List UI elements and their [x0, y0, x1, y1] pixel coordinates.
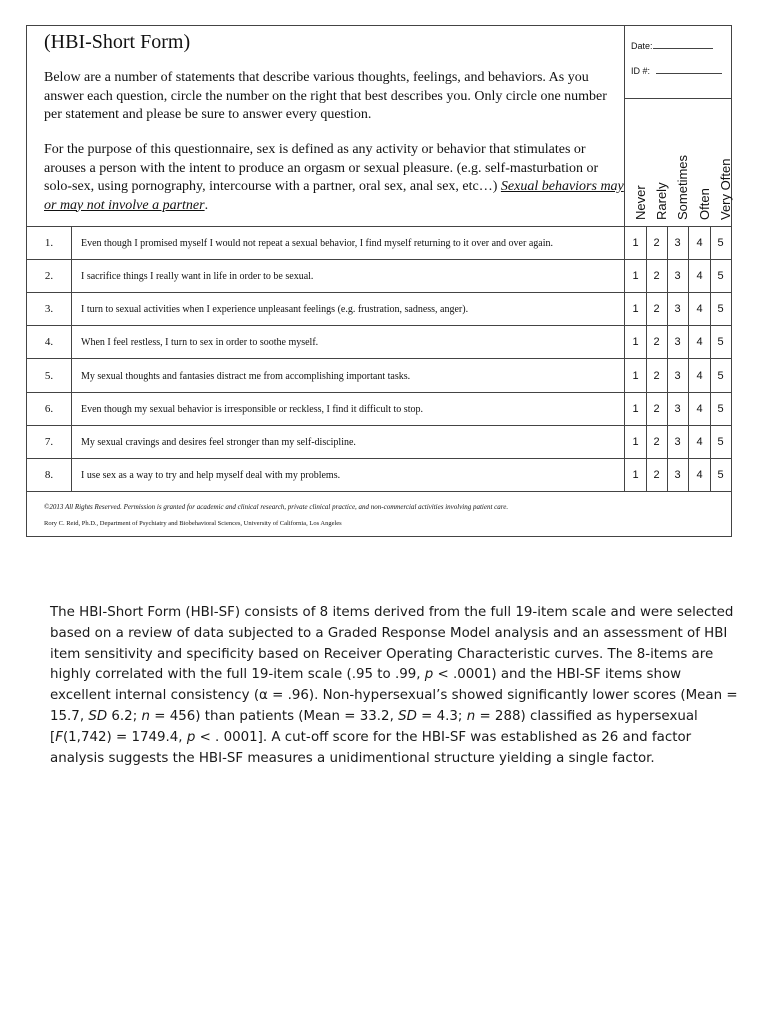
rating-column-divider — [688, 226, 689, 491]
rating-option[interactable]: 3 — [674, 336, 681, 348]
scale-rarely: Rarely — [654, 182, 669, 220]
summary-stat-symbol: p — [186, 729, 196, 745]
item-statement: When I feel restless, I turn to sex in order to soothe myself. — [81, 337, 319, 348]
rating-option[interactable]: 5 — [717, 237, 724, 249]
item-statement: Even though my sexual behavior is irresponsible or reckless, I find it difficult to stop. — [81, 404, 423, 415]
rating-option[interactable]: 3 — [674, 303, 681, 315]
row-line — [27, 325, 732, 326]
id-label: ID #: — [631, 66, 651, 76]
row-line — [27, 392, 732, 393]
summary-stat-symbol: SD — [88, 708, 108, 724]
table-bottom-line — [27, 491, 732, 492]
rating-column-divider — [646, 226, 647, 491]
summary-stat-symbol: p — [424, 667, 434, 683]
definition-note: Sexual behaviors may or may not involve a partner — [44, 179, 624, 213]
item-number: 6. — [44, 403, 54, 415]
summary-stat-symbol: n — [466, 708, 476, 724]
rating-option[interactable]: 4 — [696, 436, 703, 448]
row-line — [27, 458, 732, 459]
rating-option[interactable]: 4 — [696, 403, 703, 415]
rating-option[interactable]: 5 — [717, 303, 724, 315]
summary-text: < .0001) and the HBI-SF items show excellent internal consistency (α = .96). Non-hypersexual’s showed significantly lower scores (Mean = 15.7, — [50, 667, 738, 724]
rating-option[interactable]: 4 — [696, 270, 703, 282]
date-label: Date: — [631, 41, 653, 51]
rating-option[interactable]: 4 — [696, 336, 703, 348]
rating-option[interactable]: 2 — [653, 270, 660, 282]
rating-option[interactable]: 3 — [674, 370, 681, 382]
rating-option[interactable]: 2 — [653, 436, 660, 448]
rating-option[interactable]: 4 — [696, 370, 703, 382]
id-field[interactable] — [631, 64, 722, 76]
rating-option[interactable]: 2 — [653, 336, 660, 348]
meta-divider — [624, 98, 732, 99]
rating-option[interactable]: 5 — [717, 370, 724, 382]
summary-text: = 4.3; — [416, 708, 467, 724]
summary-text: (1,742) = 1749.4, — [62, 729, 187, 745]
item-statement: I use sex as a way to try and help myself deal with my problems. — [81, 470, 341, 481]
item-number: 3. — [44, 303, 54, 315]
rating-option[interactable]: 1 — [632, 237, 639, 249]
rating-option[interactable]: 2 — [653, 403, 660, 415]
summary-paragraph — [50, 603, 740, 769]
summary-text: = 288) classified as hypersexual [ — [50, 708, 698, 745]
rating-option[interactable]: 5 — [717, 403, 724, 415]
date-field[interactable] — [631, 39, 713, 51]
sex-definition — [44, 141, 624, 215]
rating-option[interactable]: 5 — [717, 436, 724, 448]
rating-option[interactable]: 1 — [632, 436, 639, 448]
scale-very-often: Very Often — [718, 158, 733, 220]
id-blank[interactable] — [656, 64, 722, 74]
rating-option[interactable]: 4 — [696, 237, 703, 249]
row-line — [27, 425, 732, 426]
rating-option[interactable]: 3 — [674, 237, 681, 249]
rating-option[interactable]: 2 — [653, 237, 660, 249]
rating-option[interactable]: 3 — [674, 436, 681, 448]
summary-text: 6.2; — [107, 708, 142, 724]
summary-stat-symbol: n — [141, 708, 150, 724]
summary-text: < . 0001]. A cut-off score for the HBI-SF was established as 26 and factor analysis suggests the HBI-SF measures a unidimentional structure yielding a single factor. — [50, 729, 692, 766]
rating-option[interactable]: 4 — [696, 303, 703, 315]
item-statement: Even though I promised myself I would not repeat a sexual behavior, I find myself returning to it over and over again. — [81, 238, 553, 249]
copyright-notice: ©2013 All Rights Reserved. Permission is granted for academic and clinical research, private clinical practice, and non-commercial activities involving patient care. — [44, 503, 509, 511]
item-statement: My sexual thoughts and fantasies distract me from accomplishing important tasks. — [81, 371, 411, 382]
summary-text: = 456) than patients (Mean = 33.2, — [149, 708, 399, 724]
row-line — [27, 292, 732, 293]
item-number: 7. — [44, 436, 54, 448]
rating-option[interactable]: 5 — [717, 469, 724, 481]
rating-option[interactable]: 1 — [632, 270, 639, 282]
item-number: 1. — [44, 237, 54, 249]
rating-option[interactable]: 1 — [632, 336, 639, 348]
rating-option[interactable]: 1 — [632, 403, 639, 415]
rating-option[interactable]: 2 — [653, 370, 660, 382]
row-line — [27, 259, 732, 260]
date-blank[interactable] — [653, 39, 713, 49]
item-statement: I turn to sexual activities when I experience unpleasant feelings (e.g. frustration, sadness, anger). — [81, 304, 469, 315]
row-line — [27, 358, 732, 359]
definition-end: . — [204, 197, 209, 213]
rating-option[interactable]: 4 — [696, 469, 703, 481]
item-statement: My sexual cravings and desires feel stronger than my self-discipline. — [81, 437, 356, 448]
rating-option[interactable]: 3 — [674, 403, 681, 415]
definition-text: For the purpose of this questionnaire, sex is defined as any activity or behavior that stimulates or arouses a person with the intent to produce an orgasm or sexual pleasure. (e.g. self-masturbation or solo-sex, using pornography, intercourse with a partner, oral sex, anal sex, etc…) — [44, 142, 599, 194]
summary-text: The HBI-Short Form (HBI-SF) consists of 8 items derived from the full 19-item scale and were selected based on a review of data subjected to a Graded Response Model analysis and an assessment of HBI item sensitivity and specificity based on Receiver Operating Characteristic curves. The 8-items are highly correlated with the full 19-item scale (.95 to .99, — [50, 605, 734, 683]
summary-stat-symbol: SD — [398, 708, 417, 724]
rating-option[interactable]: 2 — [653, 469, 660, 481]
summary-stat-symbol: F — [55, 729, 63, 745]
rating-option[interactable]: 1 — [632, 303, 639, 315]
table-top-line — [27, 226, 732, 227]
rating-option[interactable]: 1 — [632, 370, 639, 382]
item-number: 4. — [44, 336, 54, 348]
rating-option[interactable]: 5 — [717, 270, 724, 282]
item-statement: I sacrifice things I really want in life in order to be sexual. — [81, 271, 314, 282]
rating-column-divider — [667, 226, 668, 491]
hbi-form — [26, 25, 732, 537]
number-column-divider — [71, 226, 72, 491]
scale-sometimes: Sometimes — [675, 154, 690, 220]
rating-option[interactable]: 3 — [674, 270, 681, 282]
item-number: 8. — [44, 469, 54, 481]
rating-column-divider — [710, 226, 711, 491]
form-instructions: Below are a number of statements that describe various thoughts, feelings, and behaviors. As you answer each question, circle the number on the right that best describes you. Only circle one number per statement and please be sure to answer every question. — [44, 70, 607, 122]
rating-option[interactable]: 2 — [653, 303, 660, 315]
author-credit: Rory C. Reid, Ph.D., Department of Psychiatry and Biobehavioral Sciences, University of California, Los Angeles — [44, 520, 342, 527]
scale-never: Never — [633, 185, 648, 220]
rating-option[interactable]: 5 — [717, 336, 724, 348]
form-title: (HBI-Short Form) — [44, 31, 191, 53]
rating-option[interactable]: 3 — [674, 469, 681, 481]
item-number: 5. — [44, 370, 54, 382]
scale-often: Often — [697, 188, 712, 220]
item-number: 2. — [44, 270, 54, 282]
rating-option[interactable]: 1 — [632, 469, 639, 481]
